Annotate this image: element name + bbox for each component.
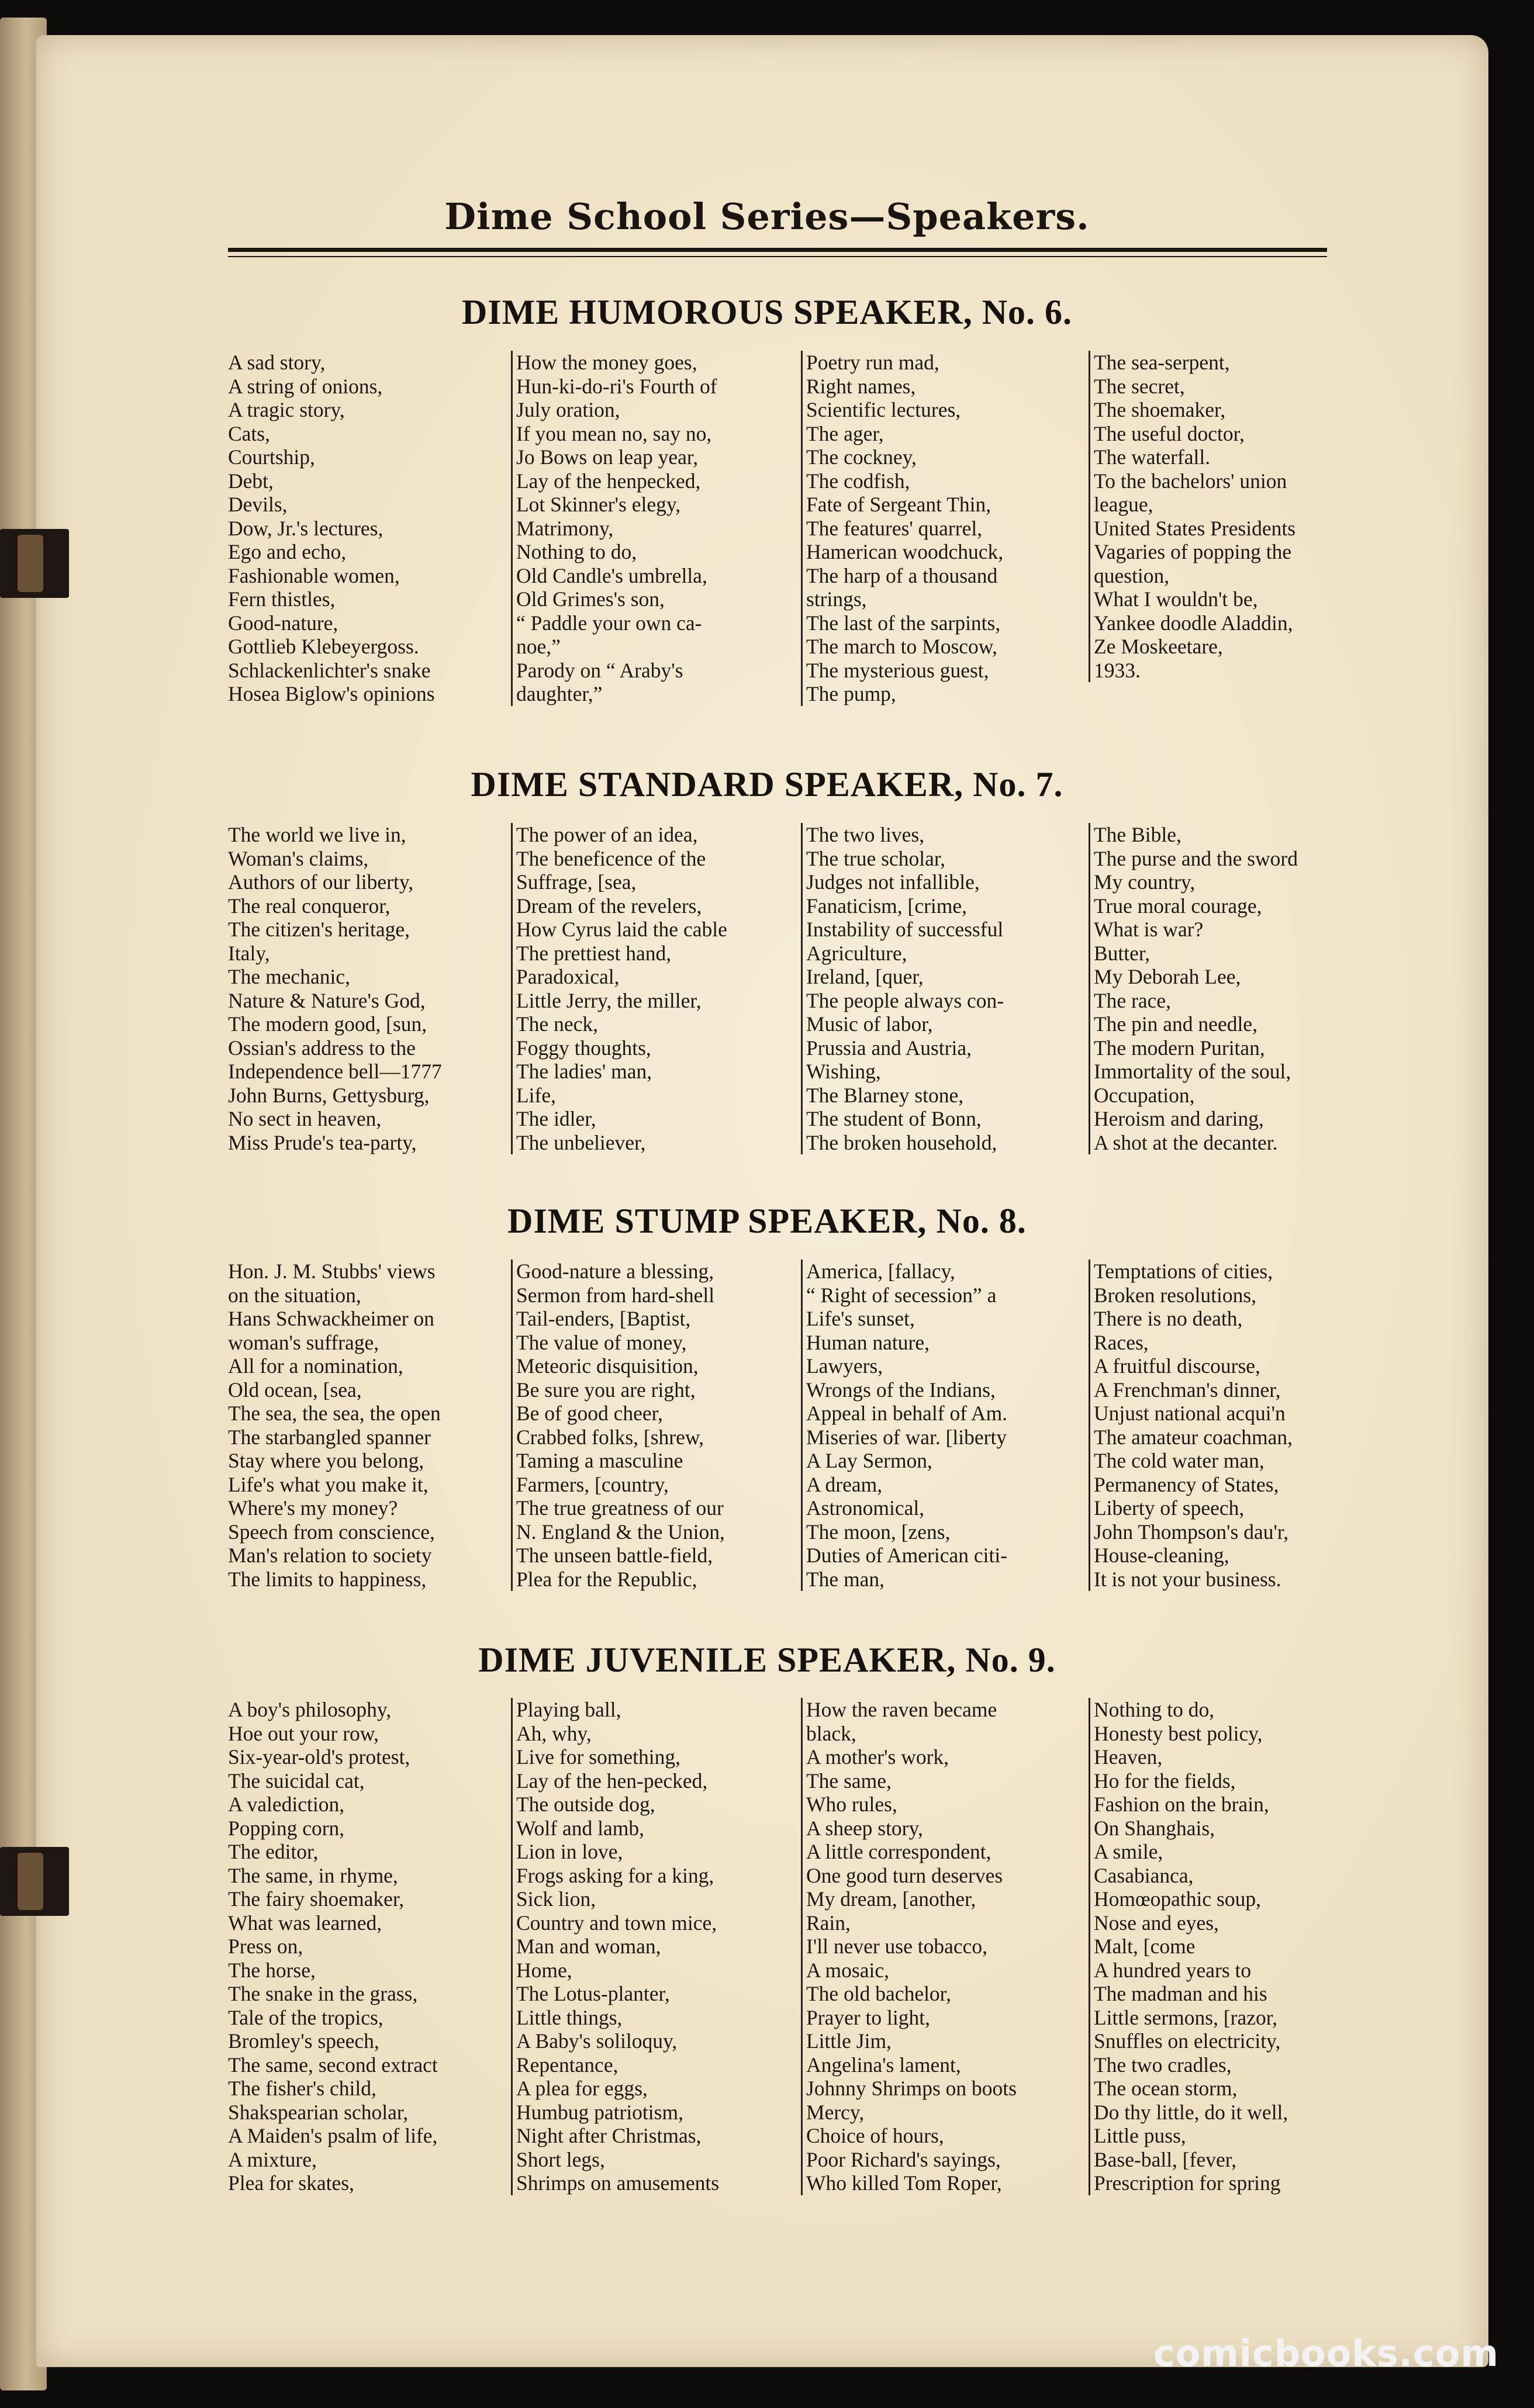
piece-title: Vagaries of popping the bbox=[1094, 540, 1292, 563]
piece-title: Short legs, bbox=[516, 2147, 605, 2171]
piece-title: Dream of the revelers, bbox=[516, 894, 702, 918]
piece-title: A valediction, bbox=[228, 1793, 345, 1816]
piece-title: Miss Prude's tea-party, bbox=[228, 1130, 417, 1154]
piece-title: Wrongs of the Indians, bbox=[806, 1378, 996, 1402]
piece-title: The citizen's heritage, bbox=[228, 918, 410, 941]
piece-title: The harp of a thousand bbox=[806, 563, 998, 587]
piece-title: Homœopathic soup, bbox=[1094, 1887, 1261, 1911]
piece-title: A hundred years to bbox=[1094, 1958, 1252, 1982]
piece-title: Prayer to light, bbox=[806, 2005, 930, 2029]
title-column bbox=[511, 1260, 785, 1591]
piece-title: The unbeliever, bbox=[516, 1130, 646, 1154]
piece-title: The modern good, [sun, bbox=[228, 1012, 427, 1036]
piece-title: A fruitful discourse, bbox=[1094, 1354, 1260, 1378]
piece-title: Wolf and lamb, bbox=[516, 1816, 644, 1840]
piece-title: The purse and the sword bbox=[1094, 846, 1298, 870]
piece-title: Fashion on the brain, bbox=[1094, 1793, 1269, 1816]
piece-title: Agriculture, bbox=[806, 941, 907, 965]
piece-title: The march to Moscow, bbox=[806, 635, 997, 658]
piece-title: Appeal in behalf of Am. bbox=[806, 1402, 1008, 1425]
piece-title: The sea, the sea, the open bbox=[228, 1402, 441, 1425]
piece-title: The modern Puritan, bbox=[1094, 1036, 1265, 1060]
piece-title: The madman and his bbox=[1094, 1982, 1267, 2005]
piece-title: The cold water man, bbox=[1094, 1449, 1264, 1472]
piece-title: How the raven became bbox=[806, 1698, 997, 1721]
piece-title: Be of good cheer, bbox=[516, 1402, 663, 1425]
title-column bbox=[1089, 823, 1362, 1154]
piece-title: 1933. bbox=[1094, 658, 1141, 682]
piece-title: My country, bbox=[1094, 870, 1196, 894]
piece-title: Bromley's speech, bbox=[228, 2029, 379, 2053]
piece-title: The last of the sarpints, bbox=[806, 611, 1001, 635]
piece-title: Home, bbox=[516, 1958, 572, 1982]
piece-title: The beneficence of the bbox=[516, 846, 706, 870]
piece-title: Dow, Jr.'s lectures, bbox=[228, 516, 384, 540]
piece-title: The idler, bbox=[516, 1107, 596, 1130]
piece-title: Speech from conscience, bbox=[228, 1520, 435, 1544]
title-column bbox=[228, 1260, 502, 1591]
piece-title: Stay where you belong, bbox=[228, 1449, 424, 1472]
piece-title: Occupation, bbox=[1094, 1083, 1195, 1107]
title-column bbox=[1089, 1260, 1362, 1591]
piece-title: True moral courage, bbox=[1094, 894, 1262, 918]
title-column bbox=[511, 1698, 785, 2195]
piece-title: Tail-enders, [Baptist, bbox=[516, 1307, 691, 1330]
piece-title: United States Presidents bbox=[1094, 516, 1296, 540]
piece-title: The Bible, bbox=[1094, 823, 1181, 846]
piece-title: The shoemaker, bbox=[1094, 398, 1226, 421]
piece-title: Do thy little, do it well, bbox=[1094, 2100, 1288, 2124]
piece-title: All for a nomination, bbox=[228, 1354, 403, 1378]
piece-title: There is no death, bbox=[1094, 1307, 1243, 1330]
piece-title: Debt, bbox=[228, 469, 274, 493]
piece-title: Fern thistles, bbox=[228, 587, 336, 611]
piece-title: A mosaic, bbox=[806, 1958, 889, 1982]
piece-title: Temptations of cities, bbox=[1094, 1260, 1273, 1283]
piece-title: Night after Christmas, bbox=[516, 2124, 702, 2147]
piece-title: Yankee doodle Aladdin, bbox=[1094, 611, 1293, 635]
piece-title: The mechanic, bbox=[228, 965, 350, 988]
piece-title: Lot Skinner's elegy, bbox=[516, 493, 681, 516]
piece-title: Sermon from hard-shell bbox=[516, 1283, 715, 1307]
piece-title: Taming a masculine bbox=[516, 1449, 683, 1472]
piece-title: The amateur coachman, bbox=[1094, 1425, 1293, 1449]
piece-title: Nature & Nature's God, bbox=[228, 988, 426, 1012]
piece-title: Life's sunset, bbox=[806, 1307, 915, 1330]
piece-title: Frogs asking for a king, bbox=[516, 1863, 714, 1887]
piece-title: A dream, bbox=[806, 1472, 883, 1496]
piece-title: Snuffles on electricity, bbox=[1094, 2029, 1281, 2053]
piece-title: Little puss, bbox=[1094, 2124, 1186, 2147]
piece-title: The true greatness of our bbox=[516, 1496, 724, 1520]
piece-title: The secret, bbox=[1094, 374, 1185, 398]
piece-title: Suffrage, [sea, bbox=[516, 870, 637, 894]
binding-stitch bbox=[0, 529, 69, 598]
piece-title: Little sermons, [razor, bbox=[1094, 2005, 1278, 2029]
piece-title: “ Right of secession” a bbox=[806, 1283, 997, 1307]
piece-title: The two lives, bbox=[806, 823, 925, 846]
piece-title: Shakspearian scholar, bbox=[228, 2100, 409, 2124]
piece-title: My dream, [another, bbox=[806, 1887, 976, 1911]
piece-title: The waterfall. bbox=[1094, 445, 1211, 469]
piece-title: The same, in rhyme, bbox=[228, 1863, 398, 1887]
piece-title: How Cyrus laid the cable bbox=[516, 918, 727, 941]
watermark: comicbooks.com bbox=[1153, 2332, 1499, 2375]
piece-title: The Blarney stone, bbox=[806, 1083, 964, 1107]
piece-title: The value of money, bbox=[516, 1330, 687, 1354]
piece-title: Nothing to do, bbox=[516, 540, 637, 563]
piece-title: The useful doctor, bbox=[1094, 421, 1245, 445]
piece-title: The limits to happiness, bbox=[228, 1567, 427, 1591]
piece-title: Scientific lectures, bbox=[806, 398, 961, 421]
piece-title: Astronomical, bbox=[806, 1496, 925, 1520]
piece-title: Be sure you are right, bbox=[516, 1378, 696, 1402]
piece-title: Wishing, bbox=[806, 1060, 881, 1083]
piece-title: The two cradles, bbox=[1094, 2053, 1232, 2077]
piece-title: The prettiest hand, bbox=[516, 941, 672, 965]
piece-title: John Thompson's dau'r, bbox=[1094, 1520, 1289, 1544]
piece-title: Races, bbox=[1094, 1330, 1149, 1354]
piece-title: Authors of our liberty, bbox=[228, 870, 414, 894]
piece-title: Ossian's address to the bbox=[228, 1036, 416, 1060]
piece-title: My Deborah Lee, bbox=[1094, 965, 1241, 988]
piece-title: Hoe out your row, bbox=[228, 1721, 379, 1745]
piece-title: Woman's claims, bbox=[228, 846, 369, 870]
piece-title: Six-year-old's protest, bbox=[228, 1745, 410, 1769]
piece-title: Courtship, bbox=[228, 445, 315, 469]
piece-title: Farmers, [country, bbox=[516, 1472, 669, 1496]
piece-title: The people always con- bbox=[806, 988, 1004, 1012]
piece-title: Who killed Tom Roper, bbox=[806, 2171, 1002, 2195]
piece-title: Old Candle's umbrella, bbox=[516, 563, 707, 587]
piece-title: The fisher's child, bbox=[228, 2077, 376, 2100]
title-column bbox=[801, 823, 1075, 1154]
piece-title: Live for something, bbox=[516, 1745, 680, 1769]
piece-title: Humbug patriotism, bbox=[516, 2100, 683, 2124]
piece-title: The snake in the grass, bbox=[228, 1982, 418, 2005]
piece-title: Butter, bbox=[1094, 941, 1150, 965]
piece-title: Casabianca, bbox=[1094, 1863, 1194, 1887]
piece-title: Lion in love, bbox=[516, 1840, 623, 1863]
piece-title: To the bachelors' union bbox=[1094, 469, 1287, 493]
piece-title: The codfish, bbox=[806, 469, 910, 493]
piece-title: Ireland, [quer, bbox=[806, 965, 924, 988]
piece-title: A mother's work, bbox=[806, 1745, 949, 1769]
piece-title: The pin and needle, bbox=[1094, 1012, 1257, 1036]
piece-title: Life, bbox=[516, 1083, 557, 1107]
piece-title: On Shanghais, bbox=[1094, 1816, 1215, 1840]
piece-title: Base-ball, [fever, bbox=[1094, 2147, 1236, 2171]
piece-title: The true scholar, bbox=[806, 846, 946, 870]
piece-title: The horse, bbox=[228, 1958, 316, 1982]
piece-title: Nothing to do, bbox=[1094, 1698, 1215, 1721]
piece-title: The pump, bbox=[806, 682, 896, 705]
piece-title: Lay of the henpecked, bbox=[516, 469, 701, 493]
series-header: Dime School Series—Speakers. bbox=[444, 195, 1090, 238]
piece-title: A string of onions, bbox=[228, 374, 383, 398]
piece-title: A shot at the decanter. bbox=[1094, 1130, 1278, 1154]
piece-title: A plea for eggs, bbox=[516, 2077, 648, 2100]
title-column bbox=[228, 1698, 502, 2195]
piece-title: Paradoxical, bbox=[516, 965, 620, 988]
piece-title: Heaven, bbox=[1094, 1745, 1163, 1769]
piece-title: Press on, bbox=[228, 1935, 303, 1958]
piece-title: league, bbox=[1094, 493, 1153, 516]
title-column bbox=[1089, 351, 1362, 682]
piece-title: Italy, bbox=[228, 941, 270, 965]
piece-title: strings, bbox=[806, 587, 867, 611]
piece-title: question, bbox=[1094, 563, 1170, 587]
title-column bbox=[228, 351, 502, 706]
title-column bbox=[228, 823, 502, 1154]
piece-title: Broken resolutions, bbox=[1094, 1283, 1257, 1307]
piece-title: Mercy, bbox=[806, 2100, 865, 2124]
piece-title: The same, second extract bbox=[228, 2053, 438, 2077]
piece-title: Jo Bows on leap year, bbox=[516, 445, 699, 469]
piece-title: on the situation, bbox=[228, 1283, 361, 1307]
piece-title: daughter,” bbox=[516, 682, 603, 705]
piece-title: Malt, [come bbox=[1094, 1935, 1196, 1958]
piece-title: Prescription for spring bbox=[1094, 2171, 1281, 2195]
piece-title: It is not your business. bbox=[1094, 1567, 1281, 1591]
piece-title: Choice of hours, bbox=[806, 2124, 944, 2147]
piece-title: Sick lion, bbox=[516, 1887, 596, 1911]
piece-title: What was learned, bbox=[228, 1911, 382, 1935]
piece-title: House-cleaning, bbox=[1094, 1544, 1229, 1567]
piece-title: Man's relation to society bbox=[228, 1544, 432, 1567]
piece-title: Repentance, bbox=[516, 2053, 619, 2077]
piece-title: The student of Bonn, bbox=[806, 1107, 982, 1130]
piece-title: No sect in heaven, bbox=[228, 1107, 382, 1130]
piece-title: A tragic story, bbox=[228, 398, 345, 421]
piece-title: The broken household, bbox=[806, 1130, 997, 1154]
title-column bbox=[801, 1698, 1075, 2195]
piece-title: Man and woman, bbox=[516, 1935, 661, 1958]
piece-title: Rain, bbox=[806, 1911, 851, 1935]
piece-title: Honesty best policy, bbox=[1094, 1721, 1263, 1745]
piece-title: Shrimps on amusements bbox=[516, 2171, 720, 2195]
piece-title: Unjust national acqui'n bbox=[1094, 1402, 1286, 1425]
piece-title: The neck, bbox=[516, 1012, 598, 1036]
piece-title: The features' quarrel, bbox=[806, 516, 983, 540]
piece-title: Liberty of speech, bbox=[1094, 1496, 1245, 1520]
piece-title: Prussia and Austria, bbox=[806, 1036, 972, 1060]
piece-title: N. England & the Union, bbox=[516, 1520, 725, 1544]
piece-title: Who rules, bbox=[806, 1793, 897, 1816]
piece-title: Gottlieb Klebeyergoss. bbox=[228, 635, 419, 658]
piece-title: Meteoric disquisition, bbox=[516, 1354, 699, 1378]
piece-title: Crabbed folks, [shrew, bbox=[516, 1425, 704, 1449]
piece-title: Lay of the hen-pecked, bbox=[516, 1769, 708, 1793]
section-title: DIME JUVENILE SPEAKER, No. 9. bbox=[478, 1641, 1056, 1679]
piece-title: What is war? bbox=[1094, 918, 1204, 941]
piece-title: Good-nature a blessing, bbox=[516, 1260, 714, 1283]
piece-title: The power of an idea, bbox=[516, 823, 698, 846]
piece-title: Good-nature, bbox=[228, 611, 338, 635]
piece-title: The old bachelor, bbox=[806, 1982, 951, 2005]
binding-stitch bbox=[0, 1847, 69, 1916]
piece-title: How the money goes, bbox=[516, 351, 697, 374]
title-column bbox=[1089, 1698, 1362, 2195]
piece-title: Plea for skates, bbox=[228, 2171, 354, 2195]
piece-title: A sad story, bbox=[228, 351, 326, 374]
piece-title: Fashionable women, bbox=[228, 563, 400, 587]
piece-title: Human nature, bbox=[806, 1330, 930, 1354]
title-column bbox=[511, 351, 785, 706]
piece-title: Cats, bbox=[228, 421, 270, 445]
piece-title: Poor Richard's sayings, bbox=[806, 2147, 1001, 2171]
piece-title: The man, bbox=[806, 1567, 885, 1591]
piece-title: Independence bell—1777 bbox=[228, 1060, 442, 1083]
piece-title: If you mean no, say no, bbox=[516, 421, 712, 445]
piece-title: The cockney, bbox=[806, 445, 917, 469]
piece-title: The starbangled spanner bbox=[228, 1425, 431, 1449]
piece-title: Judges not infallible, bbox=[806, 870, 980, 894]
piece-title: July oration, bbox=[516, 398, 620, 421]
piece-title: Hun-ki-do-ri's Fourth of bbox=[516, 374, 717, 398]
piece-title: The mysterious guest, bbox=[806, 658, 989, 682]
piece-title: black, bbox=[806, 1721, 856, 1745]
piece-title: America, [fallacy, bbox=[806, 1260, 955, 1283]
piece-title: Ego and echo, bbox=[228, 540, 347, 563]
piece-title: One good turn deserves bbox=[806, 1863, 1003, 1887]
piece-title: Immortality of the soul, bbox=[1094, 1060, 1291, 1083]
piece-title: Heroism and daring, bbox=[1094, 1107, 1264, 1130]
piece-title: Miseries of war. [liberty bbox=[806, 1425, 1007, 1449]
piece-title: Little Jerry, the miller, bbox=[516, 988, 702, 1012]
piece-title: Right names, bbox=[806, 374, 916, 398]
piece-title: Old ocean, [sea, bbox=[228, 1378, 362, 1402]
title-column bbox=[511, 823, 785, 1154]
piece-title: The world we live in, bbox=[228, 823, 406, 846]
piece-title: Angelina's lament, bbox=[806, 2053, 961, 2077]
piece-title: Poetry run mad, bbox=[806, 351, 939, 374]
header-rule-thin bbox=[228, 256, 1327, 257]
piece-title: The moon, [zens, bbox=[806, 1520, 951, 1544]
piece-title: A boy's philosophy, bbox=[228, 1698, 392, 1721]
piece-title: Ze Moskeetare, bbox=[1094, 635, 1223, 658]
piece-title: Nose and eyes, bbox=[1094, 1911, 1219, 1935]
piece-title: The unseen battle-field, bbox=[516, 1544, 713, 1567]
section-title: DIME STANDARD SPEAKER, No. 7. bbox=[471, 765, 1063, 804]
piece-title: The ocean storm, bbox=[1094, 2077, 1238, 2100]
piece-title: Hon. J. M. Stubbs' views bbox=[228, 1260, 436, 1283]
section-title: DIME HUMOROUS SPEAKER, No. 6. bbox=[461, 293, 1073, 331]
piece-title: “ Paddle your own ca- bbox=[516, 611, 702, 635]
piece-title: The suicidal cat, bbox=[228, 1769, 365, 1793]
piece-title: Schlackenlichter's snake bbox=[228, 658, 431, 682]
piece-title: A Baby's soliloquy, bbox=[516, 2029, 678, 2053]
section-title: DIME STUMP SPEAKER, No. 8. bbox=[507, 1202, 1027, 1240]
piece-title: Parody on “ Araby's bbox=[516, 658, 683, 682]
piece-title: The race, bbox=[1094, 988, 1172, 1012]
piece-title: Foggy thoughts, bbox=[516, 1036, 651, 1060]
piece-title: A little correspondent, bbox=[806, 1840, 991, 1863]
piece-title: The editor, bbox=[228, 1840, 319, 1863]
header-rule bbox=[228, 248, 1327, 252]
piece-title: John Burns, Gettysburg, bbox=[228, 1083, 430, 1107]
piece-title: Music of labor, bbox=[806, 1012, 933, 1036]
piece-title: The sea-serpent, bbox=[1094, 351, 1230, 374]
piece-title: What I wouldn't be, bbox=[1094, 587, 1258, 611]
piece-title: The ladies' man, bbox=[516, 1060, 652, 1083]
piece-title: The Lotus-planter, bbox=[516, 1982, 670, 2005]
piece-title: Playing ball, bbox=[516, 1698, 621, 1721]
title-column bbox=[801, 351, 1075, 706]
piece-title: Where's my money? bbox=[228, 1496, 398, 1520]
piece-title: Fanaticism, [crime, bbox=[806, 894, 968, 918]
piece-title: Hosea Biglow's opinions bbox=[228, 682, 435, 705]
piece-title: Tale of the tropics, bbox=[228, 2005, 384, 2029]
piece-title: Lawyers, bbox=[806, 1354, 883, 1378]
piece-title: Duties of American citi- bbox=[806, 1544, 1008, 1567]
piece-title: Little things, bbox=[516, 2005, 623, 2029]
piece-title: I'll never use tobacco, bbox=[806, 1935, 987, 1958]
title-column bbox=[801, 1260, 1075, 1591]
piece-title: A sheep story, bbox=[806, 1816, 923, 1840]
piece-title: Little Jim, bbox=[806, 2029, 892, 2053]
piece-title: Ho for the fields, bbox=[1094, 1769, 1236, 1793]
piece-title: noe,” bbox=[516, 635, 561, 658]
piece-title: Ah, why, bbox=[516, 1721, 592, 1745]
piece-title: Instability of successful bbox=[806, 918, 1004, 941]
piece-title: Life's what you make it, bbox=[228, 1472, 429, 1496]
piece-title: The real conqueror, bbox=[228, 894, 391, 918]
piece-title: Popping corn, bbox=[228, 1816, 345, 1840]
piece-title: Devils, bbox=[228, 493, 288, 516]
piece-title: Country and town mice, bbox=[516, 1911, 717, 1935]
piece-title: The ager, bbox=[806, 421, 884, 445]
piece-title: The outside dog, bbox=[516, 1793, 655, 1816]
piece-title: Hamerican woodchuck, bbox=[806, 540, 1004, 563]
piece-title: A Lay Sermon, bbox=[806, 1449, 932, 1472]
piece-title: The same, bbox=[806, 1769, 892, 1793]
piece-title: Plea for the Republic, bbox=[516, 1567, 697, 1591]
piece-title: Fate of Sergeant Thin, bbox=[806, 493, 991, 516]
piece-title: Old Grimes's son, bbox=[516, 587, 665, 611]
piece-title: A mixture, bbox=[228, 2147, 317, 2171]
piece-title: Matrimony, bbox=[516, 516, 614, 540]
piece-title: woman's suffrage, bbox=[228, 1330, 379, 1354]
piece-title: A smile, bbox=[1094, 1840, 1163, 1863]
piece-title: A Maiden's psalm of life, bbox=[228, 2124, 438, 2147]
piece-title: A Frenchman's dinner, bbox=[1094, 1378, 1281, 1402]
piece-title: Johnny Shrimps on boots bbox=[806, 2077, 1017, 2100]
piece-title: Permanency of States, bbox=[1094, 1472, 1279, 1496]
piece-title: The fairy shoemaker, bbox=[228, 1887, 405, 1911]
piece-title: Hans Schwackheimer on bbox=[228, 1307, 434, 1330]
